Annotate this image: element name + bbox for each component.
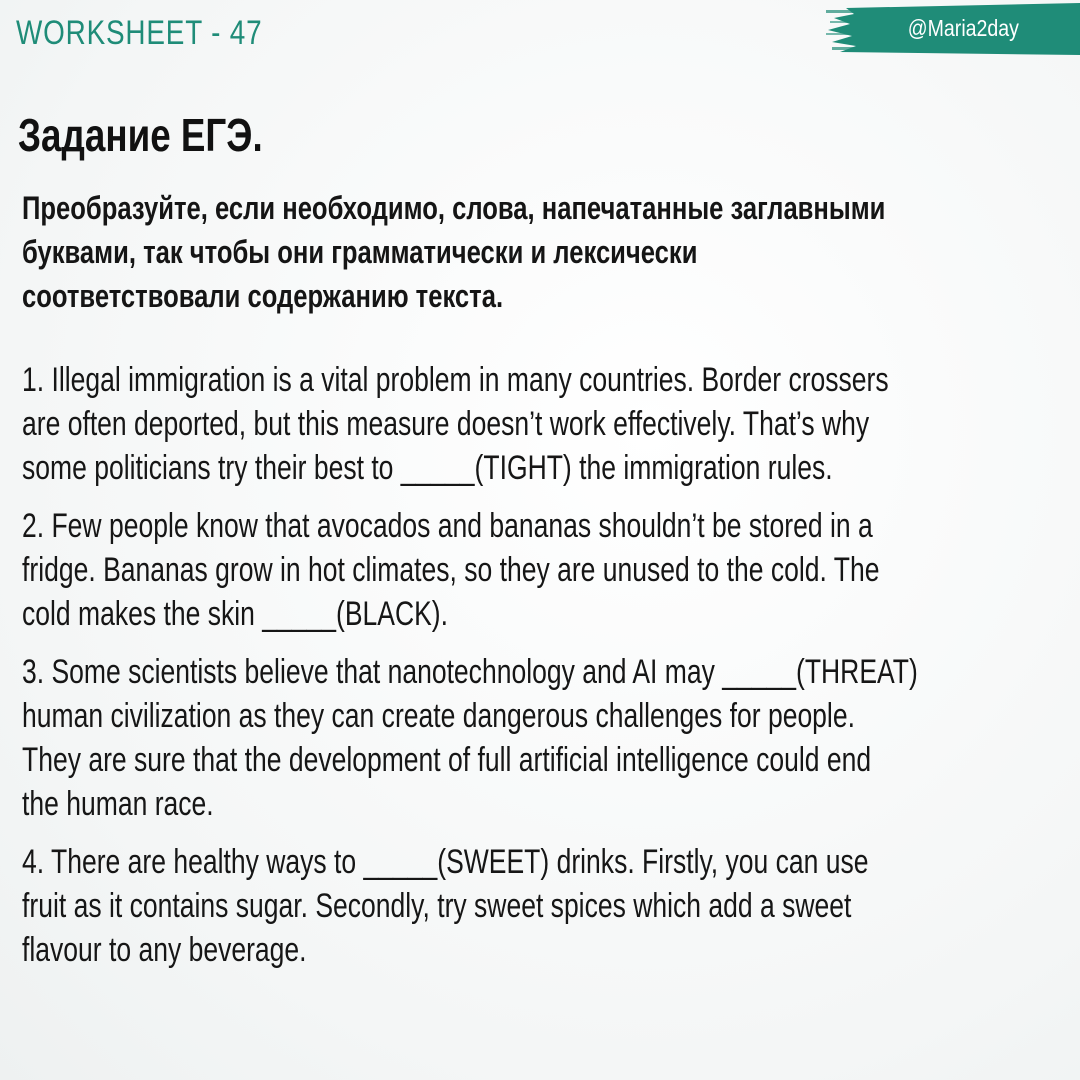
- exercise-line: 1. Illegal immigration is a vital problem in many countries. Border crossers: [22, 361, 889, 399]
- worksheet-title: WORKSHEET - 47: [16, 14, 263, 52]
- exercise-line: They are sure that the development of full artificial intelligence could end: [22, 741, 872, 779]
- exercise-item-3: [22, 650, 1052, 826]
- exercise-line: cold makes the skin _____(BLACK).: [22, 595, 449, 633]
- exercise-line: 3. Some scientists believe that nanotechnology and AI may _____(THREAT): [22, 653, 918, 691]
- instruction-line: соответствовали содержанию текста.: [22, 278, 504, 314]
- exercise-line: fridge. Bananas grow in hot climates, so they are unused to the cold. The: [22, 551, 880, 589]
- exercise-line: fruit as it contains sugar. Secondly, try sweet spices which add a sweet: [22, 887, 852, 925]
- author-handle-badge: [826, 0, 1080, 58]
- exercise-line: 4. There are healthy ways to _____(SWEET) drinks. Firstly, you can use: [22, 843, 869, 881]
- exercise-item-1: [22, 358, 1052, 490]
- task-instructions: [22, 186, 1046, 318]
- exercise-line: the human race.: [22, 785, 214, 823]
- instruction-line: Преобразуйте, если необходимо, слова, напечатанные заглавными: [22, 190, 886, 226]
- exercise-item-4: [22, 840, 1052, 972]
- exercise-line: flavour to any beverage.: [22, 931, 307, 969]
- task-heading: Задание ЕГЭ.: [18, 109, 263, 161]
- exercise-line: some politicians try their best to _____(TIGHT) the immigration rules.: [22, 449, 833, 487]
- exercise-line: human civilization as they can create dangerous challenges for people.: [22, 697, 855, 735]
- author-handle: @Maria2day: [907, 14, 1019, 41]
- exercise-line: are often deported, but this measure doesn’t work effectively. That’s why: [22, 405, 870, 443]
- instruction-line: буквами, так чтобы они грамматически и лексически: [22, 234, 698, 270]
- exercise-line: 2. Few people know that avocados and bananas shouldn’t be stored in a: [22, 507, 873, 545]
- exercise-item-2: [22, 504, 1052, 636]
- exercise-list: [22, 358, 1052, 986]
